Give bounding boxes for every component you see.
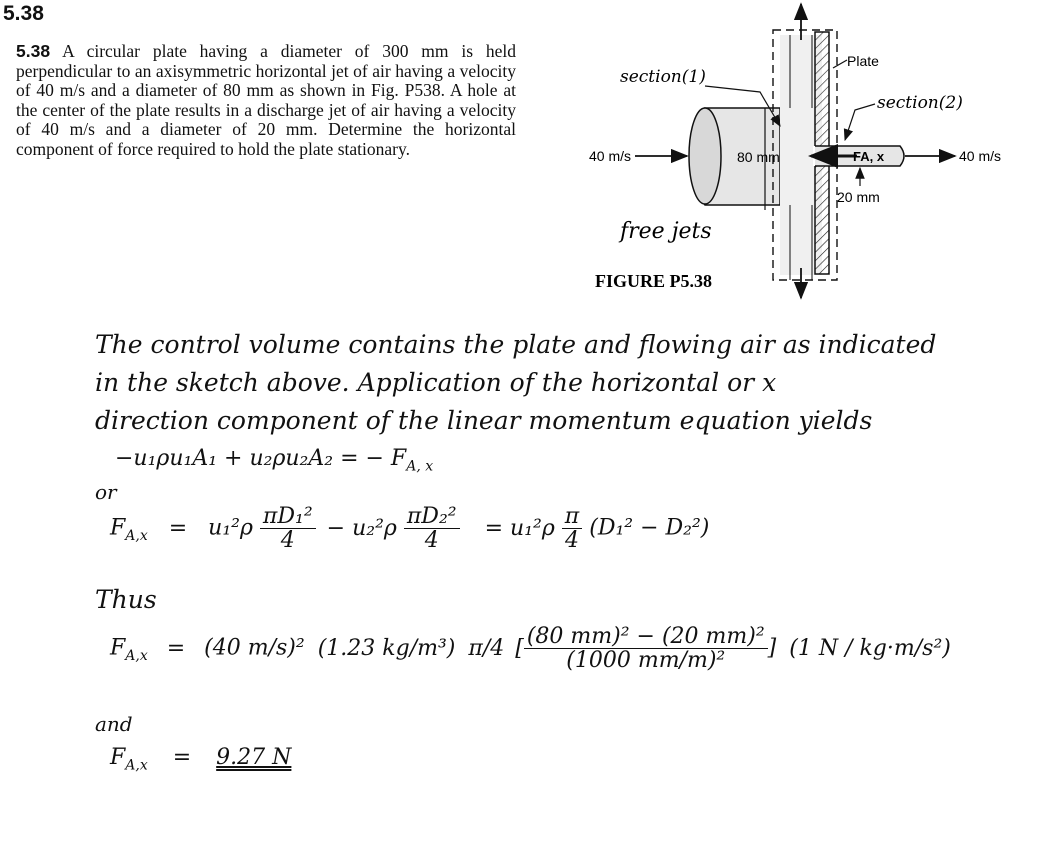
or-label: or: [95, 480, 117, 504]
solution-line-2: in the sketch above. Application of the horizontal or x: [95, 368, 777, 397]
free-jets-label: free jets: [620, 219, 712, 244]
jet-diameter-label: 80 mm: [737, 149, 780, 165]
section2-leader: [845, 104, 875, 140]
hole-diameter-label: 20 mm: [837, 189, 880, 205]
jet-end-ellipse: [689, 108, 721, 204]
problem-number: 5.38: [16, 41, 51, 61]
problem-header: 5.38: [3, 2, 44, 25]
jet-plate-diagram: [575, 0, 1040, 300]
final-answer-line: $F_{A,x} = 9.27$ N: [110, 745, 292, 774]
final-answer: 9.27 N: [216, 745, 292, 770]
solution-line-1: The control volume contains the plate and flowing air as indicated: [95, 330, 937, 359]
force-expression: $F_{A,x} = u_1^2\rho$ $\frac{\text{πD₁²}}{4}$ − u₂²ρ $\frac{\text{πD₂²}}{4}$ = u₁²ρ $\frac{\pi}{4}$ (D₁² − D₂²): [110, 504, 710, 554]
outlet-velocity-label: 40 m/s: [959, 148, 1002, 164]
and-label: and: [95, 712, 133, 736]
plate-label: Plate: [847, 53, 879, 69]
thus-label: Thus: [95, 585, 157, 614]
solution-line-3: direction component of the linear momentum equation yields: [95, 406, 873, 435]
momentum-equation: −u₁ρu₁A₁ + u₂ρu₂A₂ = − $F_{A, x}$: [115, 446, 434, 475]
section2-label: section(2): [877, 93, 963, 113]
plate-leader: [833, 60, 847, 68]
section1-label: section(1): [620, 67, 706, 87]
problem-text: A circular plate having a diameter of 300 mm is held perpendicular to an axisymmetric horizontal jet of air having a velocity of 40 m/s and a diameter of 80 mm as shown in Fig. P538. A hole at the center of the plate results in a discharge jet of air having a velocity of 40 m/s and a diameter of 20 mm. Determine the horizontal component of force required to hold the plate stationary.: [16, 41, 516, 159]
inlet-velocity-label: 40 m/s: [589, 148, 632, 164]
force-label: FA, x: [853, 149, 885, 164]
numeric-substitution: $F_{A,x} = (40$ m/s)² (1.23 kg/m³) π/4 [ $\frac{\text{(80 mm)² − (20 mm)²}}{\text{(1000 mm/m)²}}$ ] (1 N / kg·m/s²): [110, 624, 951, 674]
figure-p538: [575, 0, 1040, 300]
problem-statement: [16, 42, 516, 160]
figure-caption: FIGURE P5.38: [595, 271, 712, 291]
